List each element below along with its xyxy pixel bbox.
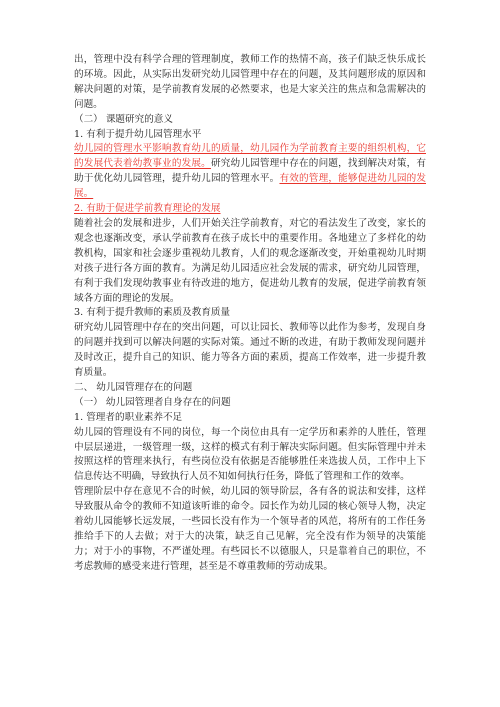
intro-paragraph: 出，管理中没有科学合理的管理制度，教师工作的热情不高，孩子们缺乏快乐成长的环境。因此，从实际出发研究幼儿园管理中存在的问题，及其问题形成的原因和解决问题的对策，是学前教育发展的必然要求，也是大家关注的焦点和急需解决的问题。 (74, 54, 426, 110)
highlighted-text-quality: 幼儿园的管理水平影响教育幼儿的质量，幼儿园作为学前教育主要的组织机构，它的发展代表着幼教事业的发展。 (74, 143, 426, 170)
part-heading-problems: 二、 幼儿园管理存在的问题 (74, 381, 193, 393)
paragraph-management-level (74, 142, 426, 202)
section-heading-significance: （二） 课题研究的意义 (74, 113, 173, 125)
paragraph-leadership: 管理阶层中存在意见不合的时候，幼儿园的领导阶层，各有各的说法和安排，这样导致服从命令的教师不知道该听谁的命令。园长作为幼儿园的核心领导人物，决定着幼儿园能够长远发展，一些园长没有作为一个领导者的风范，将所有的工作任务推给手下的人去做；对于大的决策，缺乏自己见解，完全没有作为领导的决策能力；对于小的事物，不严谨处理。有些园长不以德服人，只是靠着自己的职位，不考虑教师的感受来进行管理，甚至是不尊重教师的劳动成果。 (74, 486, 426, 572)
paragraph-teacher-quality: 研究幼儿园管理中存在的突出问题，可以让园长、教师等以此作为参考，发现自身的问题并找到可以解决问题的实际对策。通过不断的改进，有助于教师发现问题并及时改正，提升自己的知识、能力等各方面的素质，提高工作效率，进一步提升教育质量。 (74, 322, 426, 379)
paragraph-theory: 随着社会的发展和进步，人们开始关注学前教育，对它的看法发生了改变，家长的观念也逐渐改变，承认学前教育在孩子成长中的重要作用。各地建立了多样化的幼教机构，国家和社会逐步重视幼儿教育，人们的观念逐渐改变，开始重视幼儿时期对孩子进行各方面的教育。为满足幼儿园适应社会发展的需求，研究幼儿园管理，有利于我们发现幼教事业有待改进的地方，促进幼儿教育的发展，促进学前教育领域各方面的理论的发展。 (74, 217, 426, 304)
item-heading-3: 3. 有利于提升教师的素质及教育质量 (74, 307, 231, 319)
item-heading-1: 1. 有利于提升幼儿园管理水平 (74, 128, 202, 140)
highlighted-heading-2: 2. 有助于促进学前教育理论的发展 (74, 203, 221, 215)
item-heading-2 (74, 202, 426, 217)
subsection-heading-managers: （一） 幼儿园管理者自身存在的问题 (74, 396, 231, 408)
highlighted-text-effective: 有效的管理，能够促进幼儿园的发展。 (74, 173, 427, 200)
paragraph-text: 研究幼儿园管理中存在的问题，找到解决对策，有助于优化幼儿园管理，提升幼儿园的管理水平。 (74, 158, 427, 185)
item-heading-professionalism: 1. 管理者的职业素养不足 (74, 411, 183, 423)
paragraph-positions: 幼儿园的管理设有不同的岗位，每一个岗位由具有一定学历和素养的人胜任，管理中层层递进，一级管理一级，这样的模式有利于解决实际问题。但实际管理中并未按照这样的管理来执行，有些岗位没有依据是否能够胜任来选拔人员，工作中上下信息传达不明确，导致执行人员不知如何执行任务，降低了管理和工作的效率。 (74, 426, 426, 483)
document-body (74, 53, 426, 575)
